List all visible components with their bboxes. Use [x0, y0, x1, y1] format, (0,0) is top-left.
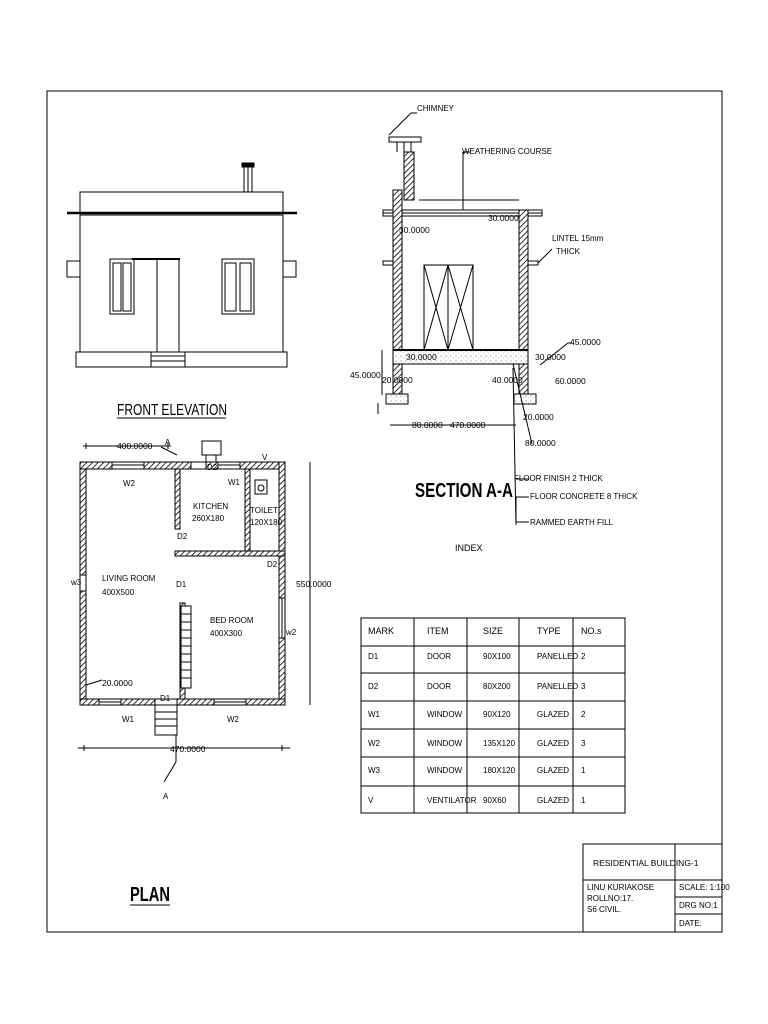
title-block-title: RESIDENTIAL BUILDING-1 [593, 858, 699, 868]
dim-40: 40.0000 [492, 375, 523, 385]
bed-room-label: BED ROOM [210, 616, 254, 625]
schedule-header: TYPE [537, 626, 561, 636]
dim-30-right: 30.0000 [535, 352, 566, 362]
schedule-cell: 2 [581, 652, 586, 661]
schedule-cell: W2 [368, 739, 380, 748]
schedule-cell: 2 [581, 710, 586, 719]
title-block-name: LINU KURIAKOSE [587, 883, 655, 892]
section-mark-a-top: A [165, 438, 171, 447]
weathering-label: WEATHERING COURSE [462, 147, 553, 156]
plan-mark-d1-b: D1 [160, 694, 171, 703]
schedule-cell: 3 [581, 682, 586, 691]
toilet-size: 120X180 [250, 518, 283, 527]
schedule-cell: 80X200 [483, 682, 511, 691]
dim-plan-total: 470.0000 [170, 744, 206, 754]
schedule-cell: 3 [581, 739, 586, 748]
dim-470-section: 470.0000 [450, 420, 486, 430]
dim-plan-top: 400.0000 [117, 441, 153, 451]
dim-wall-top: 30.0000 [399, 225, 430, 235]
kitchen-label: KITCHEN [193, 502, 229, 511]
schedule-cell: WINDOW [427, 766, 463, 775]
schedule-header: SIZE [483, 626, 504, 636]
dim-20-right: 20.0000 [523, 412, 554, 422]
schedule-cell: VENTILATOR [427, 796, 477, 805]
plan-mark-d2-b: D2 [267, 560, 278, 569]
schedule-cell: 90X100 [483, 652, 511, 661]
schedule-cell: 180X120 [483, 766, 516, 775]
plan-mark-w1-bottom: W1 [122, 715, 134, 724]
plan-mark-w2-top: W2 [123, 479, 135, 488]
dim-20-left: 20.0000 [382, 375, 413, 385]
title-block-scale: SCALE: 1:100 [679, 883, 730, 892]
schedule-cell: WINDOW [427, 710, 463, 719]
dim-30-left: 30.0000 [406, 352, 437, 362]
schedule-cell: WINDOW [427, 739, 463, 748]
living-room-label: LIVING ROOM [102, 574, 156, 583]
dim-60: 60.0000 [555, 376, 586, 386]
section-mark-a-bottom: A [163, 792, 169, 801]
plan-mark-d2-top: D2 [207, 463, 218, 472]
lintel-label-2: THICK [556, 247, 580, 256]
schedule-cell: GLAZED [537, 739, 570, 748]
plan-mark-w2-bottom: W2 [227, 715, 239, 724]
plan-mark-w3: w3 [71, 578, 82, 587]
plan-title: PLAN [130, 884, 170, 906]
dim-plan-height: 550.0000 [296, 579, 332, 589]
plan-mark-v-top: V [262, 453, 268, 462]
title-block-class: S6 CIVIL. [587, 905, 622, 914]
dim-plan-wall: 20.0000 [102, 678, 133, 688]
title-block-date: DATE: [679, 919, 702, 928]
sheet-border [47, 91, 722, 932]
schedule-cells [368, 626, 602, 805]
schedule-cell: GLAZED [537, 766, 570, 775]
dim-slab: 30.0000 [488, 213, 519, 223]
index-label: INDEX [455, 543, 483, 553]
dim-45-left: 45.0000 [350, 370, 381, 380]
schedule-cell: 90X120 [483, 710, 511, 719]
front-elevation [67, 163, 297, 367]
dim-45-right: 45.0000 [570, 337, 601, 347]
schedule-cell: W3 [368, 766, 380, 775]
plan-mark-w2-right: w2 [286, 628, 297, 637]
schedule-cell: D1 [368, 652, 379, 661]
floor-concrete-label: FLOOR CONCRETE 8 THICK [530, 492, 638, 501]
floor-finish-label: FLOOR FINISH 2 THICK [514, 474, 603, 483]
plan-drawing [78, 441, 310, 782]
lintel-label: LINTEL 15mm [552, 234, 604, 243]
section-drawing [378, 113, 572, 525]
kitchen-size: 260X180 [192, 514, 225, 523]
schedule-cell: DOOR [427, 682, 451, 691]
schedule-cell: 1 [581, 796, 586, 805]
schedule-cell: D2 [368, 682, 379, 691]
schedule-cell: W1 [368, 710, 380, 719]
living-room-size: 400X500 [102, 588, 135, 597]
front-elevation-title: FRONT ELEVATION [117, 402, 227, 419]
section-title: SECTION A-A [415, 480, 513, 502]
schedule-cell: PANELLED [537, 682, 579, 691]
schedule-header: NO.s [581, 626, 602, 636]
title-block-roll: ROLLNO:17. [587, 894, 634, 903]
schedule-cell: V [368, 796, 374, 805]
plan-mark-d1-a: D1 [176, 580, 187, 589]
schedule-cell: 90X60 [483, 796, 507, 805]
bed-room-size: 400X300 [210, 629, 243, 638]
schedule-cell: DOOR [427, 652, 451, 661]
title-block-drg: DRG NO:1 [679, 901, 718, 910]
schedule-header: ITEM [427, 626, 449, 636]
schedule-cell: GLAZED [537, 796, 570, 805]
chimney-label: CHIMNEY [417, 104, 454, 113]
dim-80-right: 80.0000 [525, 438, 556, 448]
schedule-header: MARK [368, 626, 395, 636]
rammed-earth-label: RAMMED EARTH FILL [530, 518, 613, 527]
schedule-cell: 1 [581, 766, 586, 775]
schedule-cell: GLAZED [537, 710, 570, 719]
plan-mark-d2-a: D2 [177, 532, 188, 541]
toilet-label: TOILET [250, 506, 278, 515]
schedule-cell: 135X120 [483, 739, 516, 748]
dim-80-left: 80.0000 [412, 420, 443, 430]
plan-mark-w1-top: W1 [228, 478, 240, 487]
schedule-cell: PANELLED [537, 652, 579, 661]
